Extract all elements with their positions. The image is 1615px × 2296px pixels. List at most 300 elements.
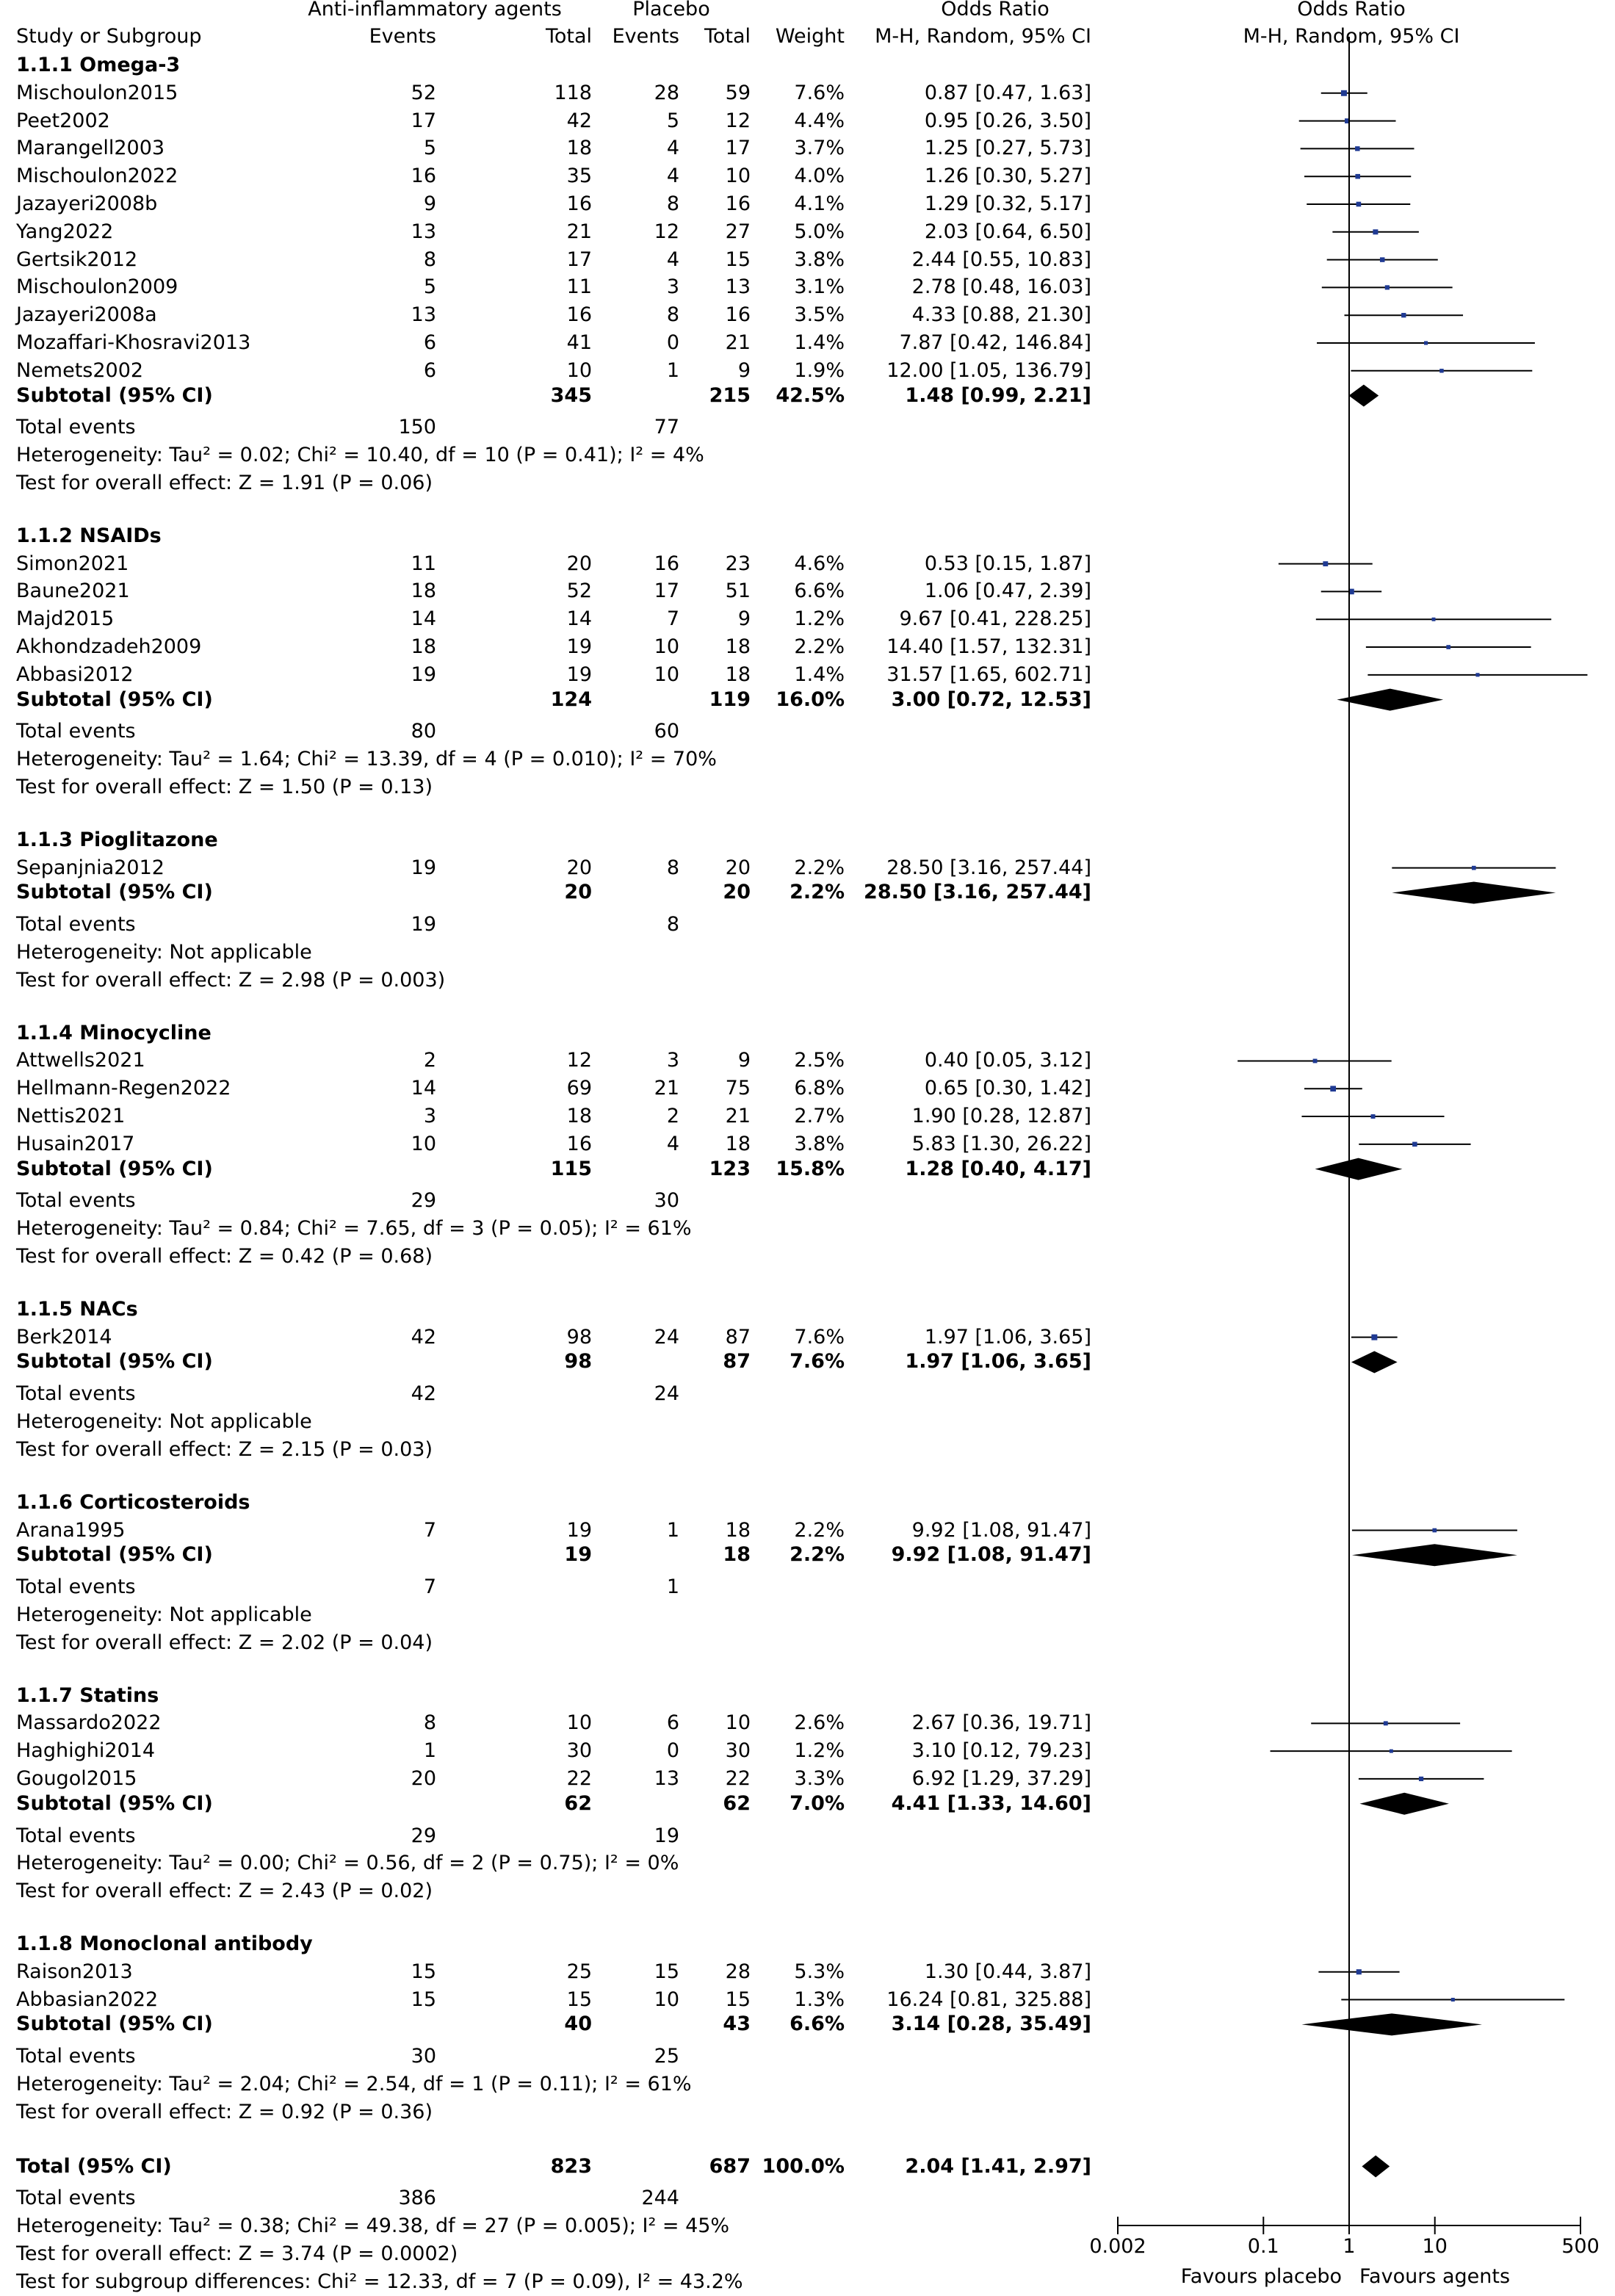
overall-effect: Test for overall effect: Z = 0.92 (P = 0.36) <box>16 2100 433 2123</box>
study-name: Mischoulon2015 <box>16 81 178 104</box>
events-placebo: 13 <box>654 1766 679 1790</box>
events-agents: 14 <box>411 1077 436 1100</box>
events-placebo: 3 <box>666 1049 679 1072</box>
weight: 7.6% <box>794 81 845 104</box>
odds-ratio-ci: 9.92 [1.08, 91.47] <box>911 1518 1091 1542</box>
subtotal-weight: 16.0% <box>776 687 845 711</box>
point-estimate <box>1446 645 1450 649</box>
point-estimate <box>1475 673 1479 676</box>
total-placebo: 22 <box>725 1766 751 1790</box>
subtotal-odds-ratio: 4.41 [1.33, 14.60] <box>891 1791 1091 1815</box>
heterogeneity: Heterogeneity: Tau² = 1.64; Chi² = 13.39, df = 4 (P = 0.010); I² = 70% <box>16 748 717 771</box>
weight: 3.8% <box>794 1132 845 1155</box>
events-agents: 19 <box>411 663 436 686</box>
events-agents: 8 <box>423 248 436 271</box>
events-placebo: 1 <box>666 1518 679 1542</box>
x-tick-label: 0.1 <box>1247 2235 1279 2258</box>
total-events-placebo: 19 <box>654 1824 679 1847</box>
total-placebo: 9 <box>737 358 751 382</box>
subtotal-total-agents: 19 <box>564 1543 592 1567</box>
subtotal-odds-ratio: 28.50 [3.16, 257.44] <box>864 881 1091 904</box>
subtotal-total-agents: 124 <box>550 687 592 711</box>
weight: 7.6% <box>794 1325 845 1349</box>
weight: 2.2% <box>794 635 845 659</box>
x-tick-label: 0.002 <box>1089 2235 1146 2258</box>
point-estimate <box>1313 1059 1318 1064</box>
heterogeneity: Heterogeneity: Tau² = 2.04; Chi² = 2.54, df = 1 (P = 0.11); I² = 61% <box>16 2072 692 2095</box>
study-name: Gougol2015 <box>16 1766 137 1790</box>
total-events-label: Total events <box>16 416 136 439</box>
point-estimate <box>1371 1114 1376 1119</box>
heterogeneity: Heterogeneity: Not applicable <box>16 941 312 964</box>
point-estimate <box>1385 285 1390 289</box>
subtotal-total-agents: 98 <box>564 1350 592 1373</box>
weight: 2.6% <box>794 1711 845 1735</box>
overall-effect: Test for overall effect: Z = 2.43 (P = 0.02) <box>16 1880 433 1903</box>
study-name: Majd2015 <box>16 607 115 631</box>
study-name: Peet2002 <box>16 109 110 132</box>
point-estimate <box>1472 866 1476 870</box>
total-placebo: 21 <box>725 331 751 354</box>
total-events-placebo: 60 <box>654 720 679 743</box>
study-name: Gertsik2012 <box>16 248 138 271</box>
odds-ratio-ci: 14.40 [1.57, 132.31] <box>886 635 1091 659</box>
events-placebo: 6 <box>666 1711 679 1735</box>
weight: 1.2% <box>794 1739 845 1763</box>
odds-ratio-ci: 28.50 [3.16, 257.44] <box>886 856 1091 879</box>
events-agents: 6 <box>423 331 436 354</box>
weight: 3.1% <box>794 275 845 299</box>
total-events-agents: 42 <box>411 1382 436 1406</box>
total-agents: 42 <box>566 109 592 132</box>
subgroup-title: 1.1.6 Corticosteroids <box>16 1490 250 1514</box>
weight: 2.2% <box>794 856 845 879</box>
weight: 4.1% <box>794 192 845 215</box>
total-placebo: 9 <box>737 1049 751 1072</box>
overall-diamond <box>1362 2156 1390 2178</box>
odds-ratio-ci: 12.00 [1.05, 136.79] <box>886 358 1091 382</box>
study-name: Mozaffari-Khosravi2013 <box>16 331 251 354</box>
subtotal-weight: 2.2% <box>790 881 845 904</box>
subtotal-odds-ratio: 1.48 [0.99, 2.21] <box>905 383 1091 407</box>
overall-effect: Test for overall effect: Z = 1.91 (P = 0.06) <box>16 472 433 494</box>
total-placebo: 51 <box>725 580 751 603</box>
events-placebo: 17 <box>654 580 679 603</box>
study-name: Jazayeri2008a <box>16 303 157 327</box>
subtotal-odds-ratio: 1.28 [0.40, 4.17] <box>905 1157 1091 1180</box>
events-placebo: 28 <box>654 81 679 104</box>
subtotal-total-placebo: 43 <box>723 2012 751 2036</box>
header-odds-ratio-table: Odds Ratio <box>941 0 1049 21</box>
total-placebo: 28 <box>725 1960 751 1983</box>
subtotal-weight: 42.5% <box>776 383 845 407</box>
events-agents: 9 <box>423 192 436 215</box>
weight: 2.7% <box>794 1105 845 1128</box>
events-agents: 13 <box>411 220 436 243</box>
total-events-placebo: 77 <box>654 416 679 439</box>
study-name: Berk2014 <box>16 1325 112 1349</box>
events-agents: 52 <box>411 81 436 104</box>
odds-ratio-ci: 3.10 [0.12, 79.23] <box>911 1739 1091 1763</box>
events-placebo: 8 <box>666 303 679 327</box>
total-placebo: 10 <box>725 165 751 188</box>
point-estimate <box>1451 1998 1455 2001</box>
events-agents: 18 <box>411 580 436 603</box>
subtotal-total-placebo: 20 <box>723 881 751 904</box>
study-name: Mischoulon2009 <box>16 275 178 299</box>
study-name: Massardo2022 <box>16 1711 162 1735</box>
total-agents: 12 <box>566 1049 592 1072</box>
total-placebo: 18 <box>725 635 751 659</box>
total-events-agents: 29 <box>411 1824 436 1847</box>
subtotal-label: Subtotal (95% CI) <box>16 383 213 407</box>
odds-ratio-ci: 0.40 [0.05, 3.12] <box>924 1049 1091 1072</box>
subtotal-diamond <box>1359 1793 1448 1815</box>
odds-ratio-ci: 16.24 [0.81, 325.88] <box>886 1988 1091 2011</box>
weight: 3.7% <box>794 137 845 160</box>
events-agents: 13 <box>411 303 436 327</box>
total-placebo: 15 <box>725 248 751 271</box>
subtotal-diamond <box>1301 2013 1481 2035</box>
study-name: Abbasian2022 <box>16 1988 159 2011</box>
events-placebo: 2 <box>666 1105 679 1128</box>
odds-ratio-ci: 5.83 [1.30, 26.22] <box>911 1132 1091 1155</box>
odds-ratio-ci: 1.30 [0.44, 3.87] <box>924 1960 1091 1983</box>
events-placebo: 4 <box>666 137 679 160</box>
study-name: Simon2021 <box>16 552 129 575</box>
events-agents: 17 <box>411 109 436 132</box>
total-agents: 823 <box>550 2154 592 2178</box>
weight: 1.4% <box>794 331 845 354</box>
total-events-label: Total events <box>16 2187 136 2210</box>
subgroup-title: 1.1.7 Statins <box>16 1683 159 1707</box>
total-placebo: 15 <box>725 1988 751 2011</box>
point-estimate <box>1355 146 1359 151</box>
events-placebo: 8 <box>666 856 679 879</box>
study-name: Marangell2003 <box>16 137 165 160</box>
point-estimate <box>1330 1086 1336 1091</box>
subtotal-odds-ratio: 9.92 [1.08, 91.47] <box>891 1543 1091 1567</box>
events-placebo: 0 <box>666 331 679 354</box>
total-agents: 18 <box>566 137 592 160</box>
total-events-agents: 29 <box>411 1189 436 1213</box>
total-placebo: 13 <box>725 275 751 299</box>
subtotal-label: Subtotal (95% CI) <box>16 881 213 904</box>
weight: 4.6% <box>794 552 845 575</box>
subtotal-odds-ratio: 1.97 [1.06, 3.65] <box>905 1350 1091 1373</box>
point-estimate <box>1356 202 1362 207</box>
events-placebo: 7 <box>666 607 679 631</box>
heterogeneity: Heterogeneity: Tau² = 0.38; Chi² = 49.38, df = 27 (P = 0.005); I² = 45% <box>16 2214 730 2238</box>
total-agents: 14 <box>566 607 592 631</box>
total-agents: 52 <box>566 580 592 603</box>
events-placebo: 3 <box>666 275 679 299</box>
total-agents: 17 <box>566 248 592 271</box>
heterogeneity: Heterogeneity: Not applicable <box>16 1410 312 1434</box>
total-agents: 21 <box>566 220 592 243</box>
odds-ratio-ci: 7.87 [0.42, 146.84] <box>899 331 1091 354</box>
total-events-label: Total events <box>16 1189 136 1213</box>
total-events-agents: 80 <box>411 720 436 743</box>
total-events-agents: 386 <box>398 2187 436 2210</box>
point-estimate <box>1341 90 1347 96</box>
point-estimate <box>1356 1969 1362 1974</box>
subgroup-title: 1.1.8 Monoclonal antibody <box>16 1932 313 1955</box>
point-estimate <box>1373 229 1378 234</box>
total-agents: 16 <box>566 192 592 215</box>
subtotal-label: Subtotal (95% CI) <box>16 1791 213 1815</box>
total-placebo: 59 <box>725 81 751 104</box>
odds-ratio-ci: 1.90 [0.28, 12.87] <box>911 1105 1091 1128</box>
header-group-agents: Anti-inflammatory agents <box>308 0 562 21</box>
total-agents: 10 <box>566 1711 592 1735</box>
point-estimate <box>1323 561 1328 566</box>
subtotal-odds-ratio: 3.00 [0.72, 12.53] <box>891 687 1091 711</box>
events-placebo: 21 <box>654 1077 679 1100</box>
total-agents: 118 <box>554 81 592 104</box>
events-placebo: 4 <box>666 248 679 271</box>
weight: 2.2% <box>794 1518 845 1542</box>
subtotal-total-agents: 20 <box>564 881 592 904</box>
study-name: Raison2013 <box>16 1960 133 1983</box>
subtotal-weight: 7.6% <box>790 1350 845 1373</box>
total-placebo: 16 <box>725 303 751 327</box>
overall-effect: Test for overall effect: Z = 3.74 (P = 0.0002) <box>16 2242 458 2265</box>
header-method-plot: M-H, Random, 95% CI <box>1243 25 1460 48</box>
total-events-agents: 19 <box>411 913 436 936</box>
total-placebo: 18 <box>725 663 751 686</box>
header-odds-ratio-plot: Odds Ratio <box>1297 0 1406 21</box>
point-estimate <box>1432 618 1436 621</box>
total-agents: 19 <box>566 1518 592 1542</box>
total-agents: 19 <box>566 663 592 686</box>
total-agents: 16 <box>566 1132 592 1155</box>
subtotal-total-placebo: 119 <box>709 687 751 711</box>
total-placebo: 17 <box>725 137 751 160</box>
header-total-placebo: Total <box>704 25 751 48</box>
events-placebo: 8 <box>666 192 679 215</box>
events-placebo: 24 <box>654 1325 679 1349</box>
events-placebo: 0 <box>666 1739 679 1763</box>
total-agents: 10 <box>566 358 592 382</box>
total-agents: 18 <box>566 1105 592 1128</box>
odds-ratio-ci: 2.03 [0.64, 6.50] <box>924 220 1091 243</box>
odds-ratio-ci: 0.65 [0.30, 1.42] <box>924 1077 1091 1100</box>
weight: 5.3% <box>794 1960 845 1983</box>
total-events-placebo: 244 <box>641 2187 679 2210</box>
weight: 2.5% <box>794 1049 845 1072</box>
total-placebo: 16 <box>725 192 751 215</box>
weight: 3.3% <box>794 1766 845 1790</box>
subtotal-label: Subtotal (95% CI) <box>16 2012 213 2036</box>
overall-effect: Test for overall effect: Z = 2.98 (P = 0.003) <box>16 968 446 992</box>
heterogeneity: Heterogeneity: Not applicable <box>16 1603 312 1626</box>
subtotal-weight: 6.6% <box>790 2012 845 2036</box>
total-agents: 30 <box>566 1739 592 1763</box>
subtotal-total-agents: 345 <box>550 383 592 407</box>
subtotal-diamond <box>1392 881 1556 903</box>
total-placebo: 21 <box>725 1105 751 1128</box>
total-agents: 11 <box>566 275 592 299</box>
header-method-table: M-H, Random, 95% CI <box>875 25 1091 48</box>
subtotal-total-placebo: 215 <box>709 383 751 407</box>
subtotal-label: Subtotal (95% CI) <box>16 1350 213 1373</box>
events-placebo: 15 <box>654 1960 679 1983</box>
weight: 6.6% <box>794 580 845 603</box>
events-agents: 42 <box>411 1325 436 1349</box>
events-placebo: 10 <box>654 663 679 686</box>
total-placebo: 30 <box>725 1739 751 1763</box>
subtotal-label: Subtotal (95% CI) <box>16 687 213 711</box>
weight: 1.3% <box>794 1988 845 2011</box>
total-events-label: Total events <box>16 720 136 743</box>
total-label: Total (95% CI) <box>16 2154 172 2178</box>
point-estimate <box>1390 1750 1393 1753</box>
total-agents: 15 <box>566 1988 592 2011</box>
subtotal-label: Subtotal (95% CI) <box>16 1157 213 1180</box>
events-agents: 2 <box>423 1049 436 1072</box>
total-agents: 19 <box>566 635 592 659</box>
subtotal-weight: 7.0% <box>790 1791 845 1815</box>
events-placebo: 16 <box>654 552 679 575</box>
total-events-placebo: 8 <box>666 913 679 936</box>
study-name: Yang2022 <box>16 220 114 243</box>
overall-effect: Test for overall effect: Z = 1.50 (P = 0.13) <box>16 776 433 799</box>
study-name: Hellmann-Regen2022 <box>16 1077 231 1100</box>
subtotal-diamond <box>1352 1544 1517 1566</box>
total-placebo: 12 <box>725 109 751 132</box>
odds-ratio-ci: 4.33 [0.88, 21.30] <box>911 303 1091 327</box>
odds-ratio-ci: 6.92 [1.29, 37.29] <box>911 1766 1091 1790</box>
total-events-placebo: 25 <box>654 2045 679 2068</box>
odds-ratio-ci: 2.78 [0.48, 16.03] <box>911 275 1091 299</box>
events-placebo: 4 <box>666 1132 679 1155</box>
total-placebo: 10 <box>725 1711 751 1735</box>
total-events-label: Total events <box>16 1382 136 1406</box>
total-agents: 69 <box>566 1077 592 1100</box>
total-agents: 25 <box>566 1960 592 1983</box>
odds-ratio-ci: 9.67 [0.41, 228.25] <box>899 607 1091 631</box>
events-placebo: 10 <box>654 635 679 659</box>
point-estimate <box>1412 1142 1417 1147</box>
header-events-placebo: Events <box>612 25 679 48</box>
total-placebo: 27 <box>725 220 751 243</box>
total-events-agents: 7 <box>423 1575 436 1599</box>
point-estimate <box>1371 1335 1377 1340</box>
events-placebo: 12 <box>654 220 679 243</box>
point-estimate <box>1424 341 1428 344</box>
subgroup-title: 1.1.3 Pioglitazone <box>16 828 218 851</box>
weight: 4.0% <box>794 165 845 188</box>
subtotal-odds-ratio: 3.14 [0.28, 35.49] <box>891 2012 1091 2036</box>
x-tick-label: 500 <box>1561 2235 1600 2258</box>
study-name: Arana1995 <box>16 1518 126 1542</box>
weight: 1.4% <box>794 663 845 686</box>
total-events-placebo: 30 <box>654 1189 679 1213</box>
events-placebo: 4 <box>666 165 679 188</box>
events-agents: 8 <box>423 1711 436 1735</box>
heterogeneity: Heterogeneity: Tau² = 0.84; Chi² = 7.65, df = 3 (P = 0.05); I² = 61% <box>16 1217 692 1241</box>
total-placebo: 23 <box>725 552 751 575</box>
header-study: Study or Subgroup <box>16 25 202 48</box>
subtotal-weight: 15.8% <box>776 1157 845 1180</box>
xlabel-favours-agents: Favours agents <box>1359 2265 1511 2288</box>
events-agents: 5 <box>423 137 436 160</box>
x-tick-label: 10 <box>1422 2235 1448 2258</box>
total-agents: 22 <box>566 1766 592 1790</box>
study-name: Abbasi2012 <box>16 663 134 686</box>
subtotal-diamond <box>1348 385 1379 407</box>
point-estimate <box>1380 257 1385 262</box>
total-agents: 35 <box>566 165 592 188</box>
total-placebo: 20 <box>725 856 751 879</box>
odds-ratio-ci: 1.97 [1.06, 3.65] <box>924 1325 1091 1349</box>
total-odds-ratio: 2.04 [1.41, 2.97] <box>905 2154 1091 2178</box>
total-placebo: 18 <box>725 1132 751 1155</box>
total-events-label: Total events <box>16 913 136 936</box>
study-name: Haghighi2014 <box>16 1739 156 1763</box>
total-placebo: 687 <box>709 2154 751 2178</box>
weight: 1.2% <box>794 607 845 631</box>
odds-ratio-ci: 0.53 [0.15, 1.87] <box>924 552 1091 575</box>
events-agents: 20 <box>411 1766 436 1790</box>
odds-ratio-ci: 1.25 [0.27, 5.73] <box>924 137 1091 160</box>
subtotal-total-agents: 62 <box>564 1791 592 1815</box>
events-agents: 10 <box>411 1132 436 1155</box>
odds-ratio-ci: 1.06 [0.47, 2.39] <box>924 580 1091 603</box>
events-placebo: 5 <box>666 109 679 132</box>
overall-effect: Test for overall effect: Z = 0.42 (P = 0.68) <box>16 1245 433 1268</box>
heterogeneity: Heterogeneity: Tau² = 0.02; Chi² = 10.40, df = 10 (P = 0.41); I² = 4% <box>16 444 704 467</box>
subtotal-total-placebo: 123 <box>709 1157 751 1180</box>
odds-ratio-ci: 1.29 [0.32, 5.17] <box>924 192 1091 215</box>
point-estimate <box>1432 1528 1437 1533</box>
events-agents: 16 <box>411 165 436 188</box>
study-name: Nemets2002 <box>16 358 144 382</box>
total-placebo: 75 <box>725 1077 751 1100</box>
weight: 5.0% <box>794 220 845 243</box>
weight: 3.5% <box>794 303 845 327</box>
total-agents: 41 <box>566 331 592 354</box>
events-agents: 1 <box>423 1739 436 1763</box>
events-agents: 3 <box>423 1105 436 1128</box>
total-agents: 16 <box>566 303 592 327</box>
study-name: Nettis2021 <box>16 1105 126 1128</box>
xlabel-favours-placebo: Favours placebo <box>1180 2265 1342 2288</box>
study-name: Attwells2021 <box>16 1049 145 1072</box>
study-name: Sepanjnia2012 <box>16 856 165 879</box>
study-name: Mischoulon2022 <box>16 165 178 188</box>
weight: 1.9% <box>794 358 845 382</box>
subtotal-total-placebo: 87 <box>723 1350 751 1373</box>
subtotal-diamond <box>1337 689 1443 711</box>
odds-ratio-ci: 2.67 [0.36, 19.71] <box>911 1711 1091 1735</box>
subtotal-total-agents: 115 <box>550 1157 592 1180</box>
events-agents: 7 <box>423 1518 436 1542</box>
odds-ratio-ci: 2.44 [0.55, 10.83] <box>911 248 1091 271</box>
total-placebo: 18 <box>725 1518 751 1542</box>
subgroup-title: 1.1.1 Omega-3 <box>16 54 181 76</box>
weight: 3.8% <box>794 248 845 271</box>
subgroup-title: 1.1.5 NACs <box>16 1297 138 1321</box>
subtotal-weight: 2.2% <box>790 1543 845 1567</box>
study-name: Baune2021 <box>16 580 130 603</box>
total-placebo: 9 <box>737 607 751 631</box>
events-agents: 14 <box>411 607 436 631</box>
subgroup-title: 1.1.4 Minocycline <box>16 1021 212 1044</box>
subtotal-total-agents: 40 <box>564 2012 592 2036</box>
total-events-placebo: 24 <box>654 1382 679 1406</box>
